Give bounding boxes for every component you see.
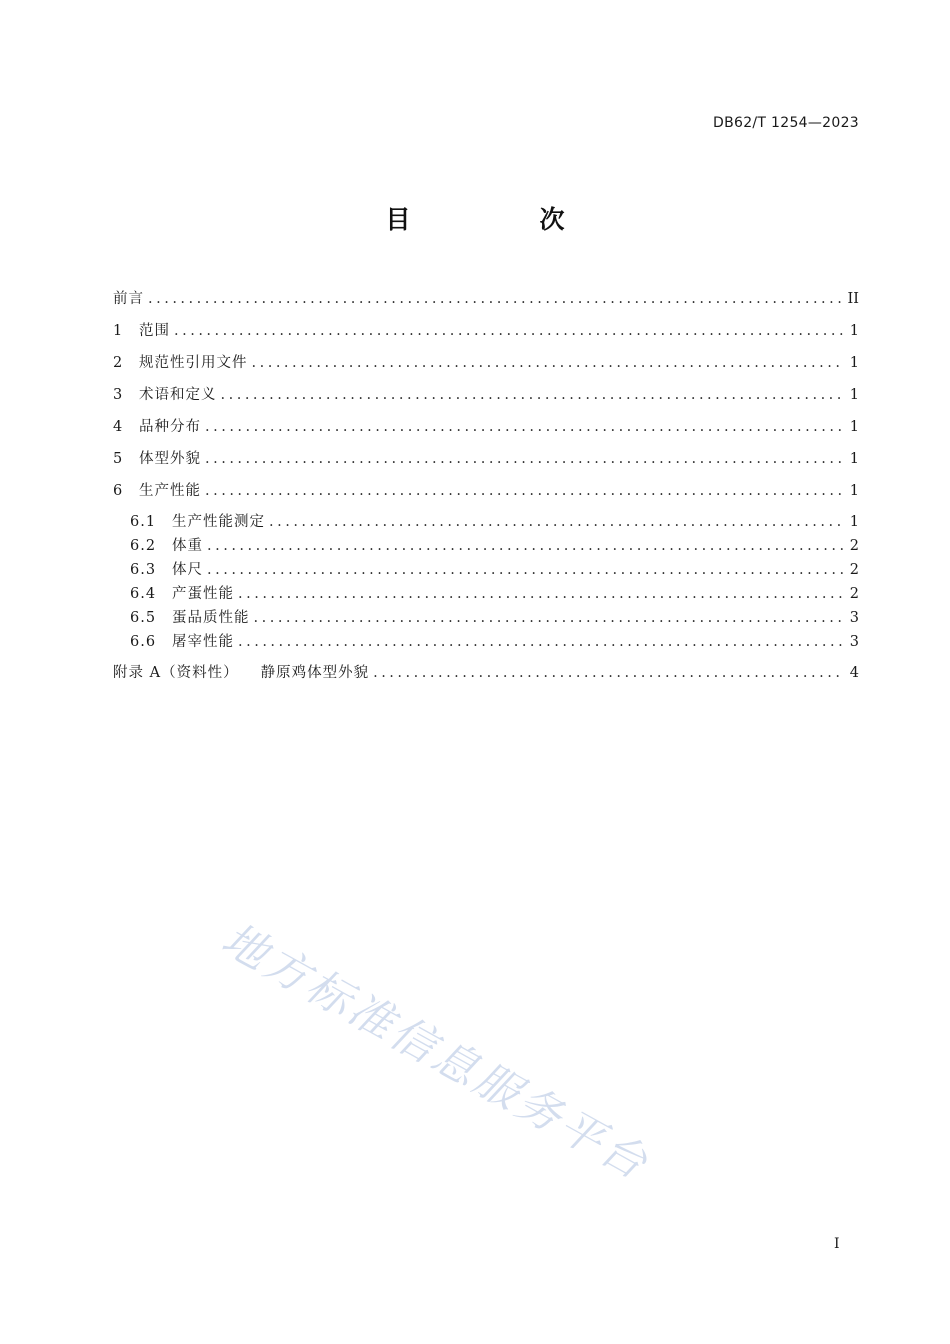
toc-entry-label: 体型外貌 bbox=[139, 451, 201, 467]
toc-entry-page: 1 bbox=[849, 323, 859, 339]
toc-entry-production-performance[interactable] bbox=[113, 478, 859, 510]
toc-entry-page: 1 bbox=[849, 355, 859, 371]
toc-entry-label: 产蛋性能 bbox=[172, 586, 234, 602]
toc-entry-label: 生产性能 bbox=[139, 483, 201, 499]
toc-entry-page: 2 bbox=[849, 562, 859, 578]
toc-entry-egg-production[interactable] bbox=[113, 582, 859, 606]
toc-entry-page: 1 bbox=[849, 419, 859, 435]
toc-entry-appendix-a[interactable] bbox=[113, 660, 859, 692]
toc-entry-label: 蛋品质性能 bbox=[172, 610, 250, 626]
toc-dot-leader bbox=[238, 582, 843, 606]
toc-entry-page: 3 bbox=[849, 634, 859, 650]
toc-entry-body-weight[interactable] bbox=[113, 534, 859, 558]
toc-dot-leader bbox=[207, 534, 843, 558]
toc-entry-label: 前言 bbox=[113, 291, 144, 307]
toc-dot-leader bbox=[148, 286, 843, 312]
toc-entry-label: 生产性能测定 bbox=[172, 514, 265, 530]
toc-entry-body-size[interactable] bbox=[113, 558, 859, 582]
page-number: I bbox=[834, 1236, 840, 1252]
toc-entry-page: 4 bbox=[849, 665, 859, 681]
toc-entry-number: 6.5 bbox=[130, 610, 157, 626]
toc-entry-page: II bbox=[847, 291, 859, 307]
toc-dot-leader bbox=[205, 478, 843, 504]
toc-entry-number: 6 bbox=[113, 483, 123, 499]
toc-entry-label: 体尺 bbox=[172, 562, 203, 578]
toc-dot-leader bbox=[174, 318, 843, 344]
document-code: DB62/T 1254—2023 bbox=[713, 115, 859, 131]
toc-entry-number: 6.2 bbox=[130, 538, 157, 554]
toc-appendix-label: 附录 A（资料性） bbox=[113, 665, 239, 681]
toc-entry-number: 6.3 bbox=[130, 562, 157, 578]
toc-entry-page: 1 bbox=[849, 514, 859, 530]
toc-entry-label: 规范性引用文件 bbox=[139, 355, 248, 371]
toc-entry-egg-quality[interactable] bbox=[113, 606, 859, 630]
toc-entry-page: 2 bbox=[849, 538, 859, 554]
toc-appendix-title: 静原鸡体型外貌 bbox=[260, 665, 370, 681]
toc-entry-number: 5 bbox=[113, 451, 123, 467]
toc-entry-terms-definitions[interactable] bbox=[113, 382, 859, 414]
toc-entry-label: 屠宰性能 bbox=[172, 634, 234, 650]
toc-entry-number: 3 bbox=[113, 387, 123, 403]
toc-entry-page: 2 bbox=[849, 586, 859, 602]
toc-dot-leader bbox=[205, 414, 843, 440]
toc-entry-number: 2 bbox=[113, 355, 123, 371]
toc-dot-leader bbox=[254, 606, 844, 630]
toc-entry-normative-references[interactable] bbox=[113, 350, 859, 382]
toc-dot-leader bbox=[207, 558, 843, 582]
toc-entry-appearance[interactable] bbox=[113, 446, 859, 478]
toc-dot-leader bbox=[238, 630, 843, 654]
toc-entry-slaughter-performance[interactable] bbox=[113, 630, 859, 654]
toc-dot-leader bbox=[252, 350, 844, 376]
toc-entry-label: 范围 bbox=[139, 323, 170, 339]
toc-entry-number: 6.4 bbox=[130, 586, 157, 602]
toc-entry-number: 6.1 bbox=[130, 514, 157, 530]
toc-entry-number: 4 bbox=[113, 419, 123, 435]
toc-title: 目 次 bbox=[385, 205, 617, 234]
table-of-contents bbox=[113, 286, 859, 692]
toc-entry-page: 1 bbox=[849, 387, 859, 403]
toc-dot-leader bbox=[221, 382, 844, 408]
toc-dot-leader bbox=[269, 510, 843, 534]
toc-entry-number: 1 bbox=[113, 323, 123, 339]
toc-entry-page: 1 bbox=[849, 483, 859, 499]
toc-dot-leader bbox=[373, 660, 843, 686]
toc-entry-scope[interactable] bbox=[113, 318, 859, 350]
toc-entry-label: 体重 bbox=[172, 538, 203, 554]
watermark: 地方标准信息服务平台 bbox=[213, 913, 658, 1191]
toc-entry-page: 3 bbox=[849, 610, 859, 626]
toc-entry-page: 1 bbox=[849, 451, 859, 467]
toc-entry-label: 术语和定义 bbox=[139, 387, 217, 403]
toc-entry-breed-distribution[interactable] bbox=[113, 414, 859, 446]
toc-entry-number: 6.6 bbox=[130, 634, 157, 650]
toc-entry-label: 品种分布 bbox=[139, 419, 201, 435]
toc-entry-foreword[interactable] bbox=[113, 286, 859, 318]
toc-entry-performance-measurement[interactable] bbox=[113, 510, 859, 534]
toc-dot-leader bbox=[205, 446, 843, 472]
